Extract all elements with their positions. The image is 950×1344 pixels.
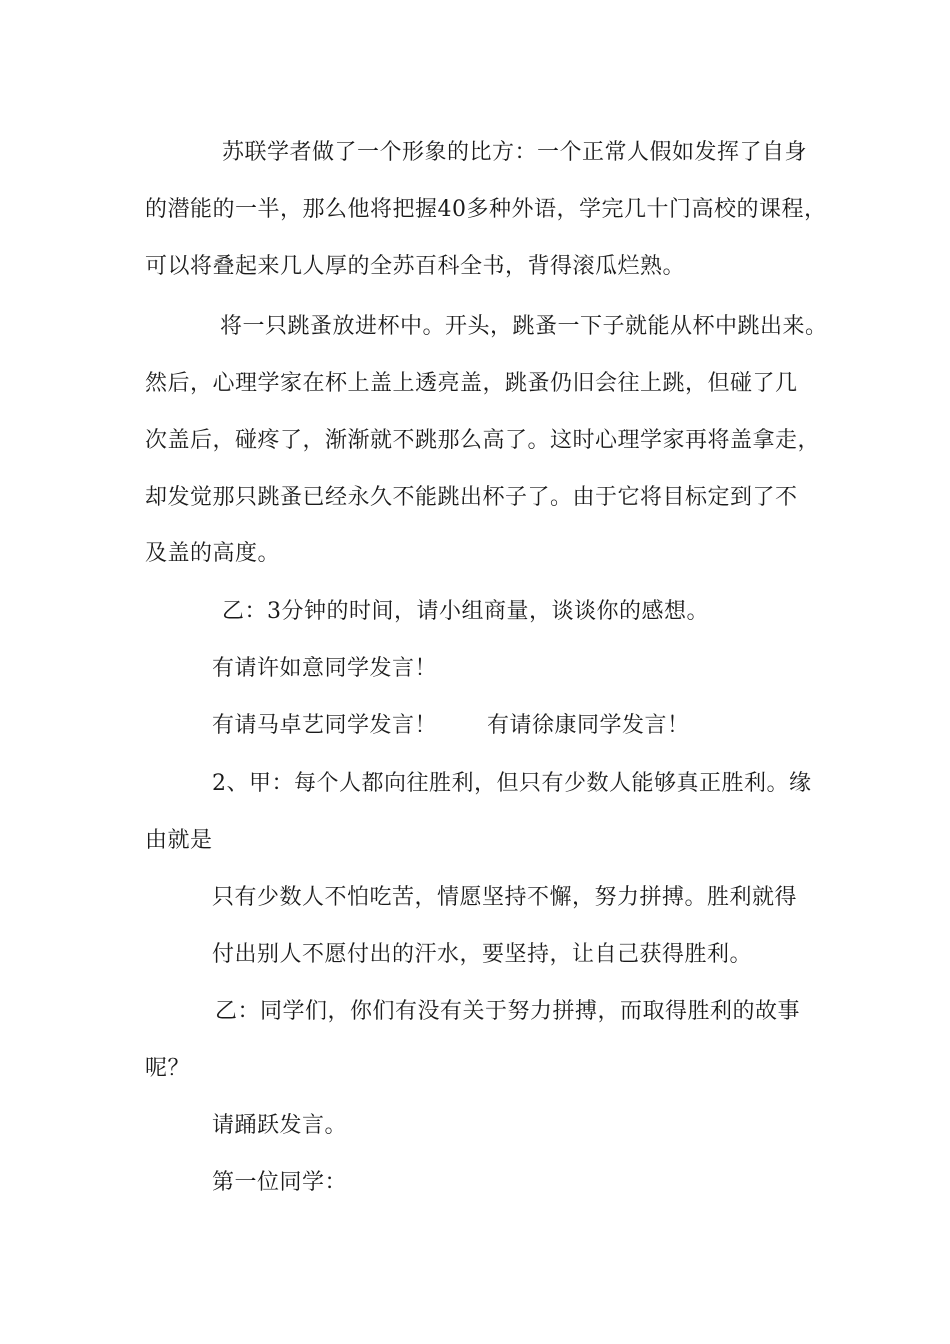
invite-line-2 [212, 711, 690, 741]
invite-xu-kang: 有请徐康同学发言！ [487, 713, 690, 738]
paragraph-2-line-3: 次盖后，碰疼了，渐渐就不跳那么高了。这时心理学家再将盖拿走， [145, 428, 821, 453]
paragraph-4-line-2: 呢？ [145, 1056, 191, 1081]
paragraph-3-line-3: 只有少数人不怕吃苦，情愿坚持不懈，努力拼搏。胜利就得 [212, 885, 798, 910]
paragraph-2-line-5: 及盖的高度。 [145, 541, 281, 566]
paragraph-3-line-2: 由就是 [145, 828, 213, 853]
invite-ma-zhuoyi: 有请马卓艺同学发言！ [212, 713, 438, 738]
paragraph-1-line-2: 的潜能的一半，那么他将把握40多种外语，学完几十门高校的课程， [145, 197, 827, 222]
paragraph-2-line-4: 却发觉那只跳蚤已经永久不能跳出杯子了。由于它将目标定到了不 [145, 485, 798, 510]
paragraph-2-line-2: 然后，心理学家在杯上盖上透亮盖，跳蚤仍旧会往上跳，但碰了几 [145, 371, 798, 396]
paragraph-3-line-4: 付出别人不愿付出的汗水，要坚持，让自己获得胜利。 [212, 942, 753, 967]
paragraph-1-line-3: 可以将叠起来几人厚的全苏百科全书，背得滚瓜烂熟。 [145, 254, 686, 279]
paragraph-2-line-1: 将一只跳蚤放进杯中。开头，跳蚤一下子就能从杯中跳出来。 [220, 314, 828, 339]
invite-line-1: 有请许如意同学发言！ [212, 656, 438, 681]
paragraph-1-line-1: 苏联学者做了一个形象的比方：一个正常人假如发挥了自身 [222, 140, 808, 165]
paragraph-3-line-1: 2、甲：每个人都向往胜利，但只有少数人能够真正胜利。缘 [212, 771, 812, 796]
paragraph-4-line-1: 乙：同学们，你们有没有关于努力拼搏，而取得胜利的故事 [215, 999, 801, 1024]
first-student-line: 第一位同学： [212, 1170, 348, 1195]
invite-speak-line: 请踊跃发言。 [212, 1113, 348, 1138]
dialogue-yi-line: 乙：3分钟的时间，请小组商量，谈谈你的感想。 [222, 599, 709, 624]
